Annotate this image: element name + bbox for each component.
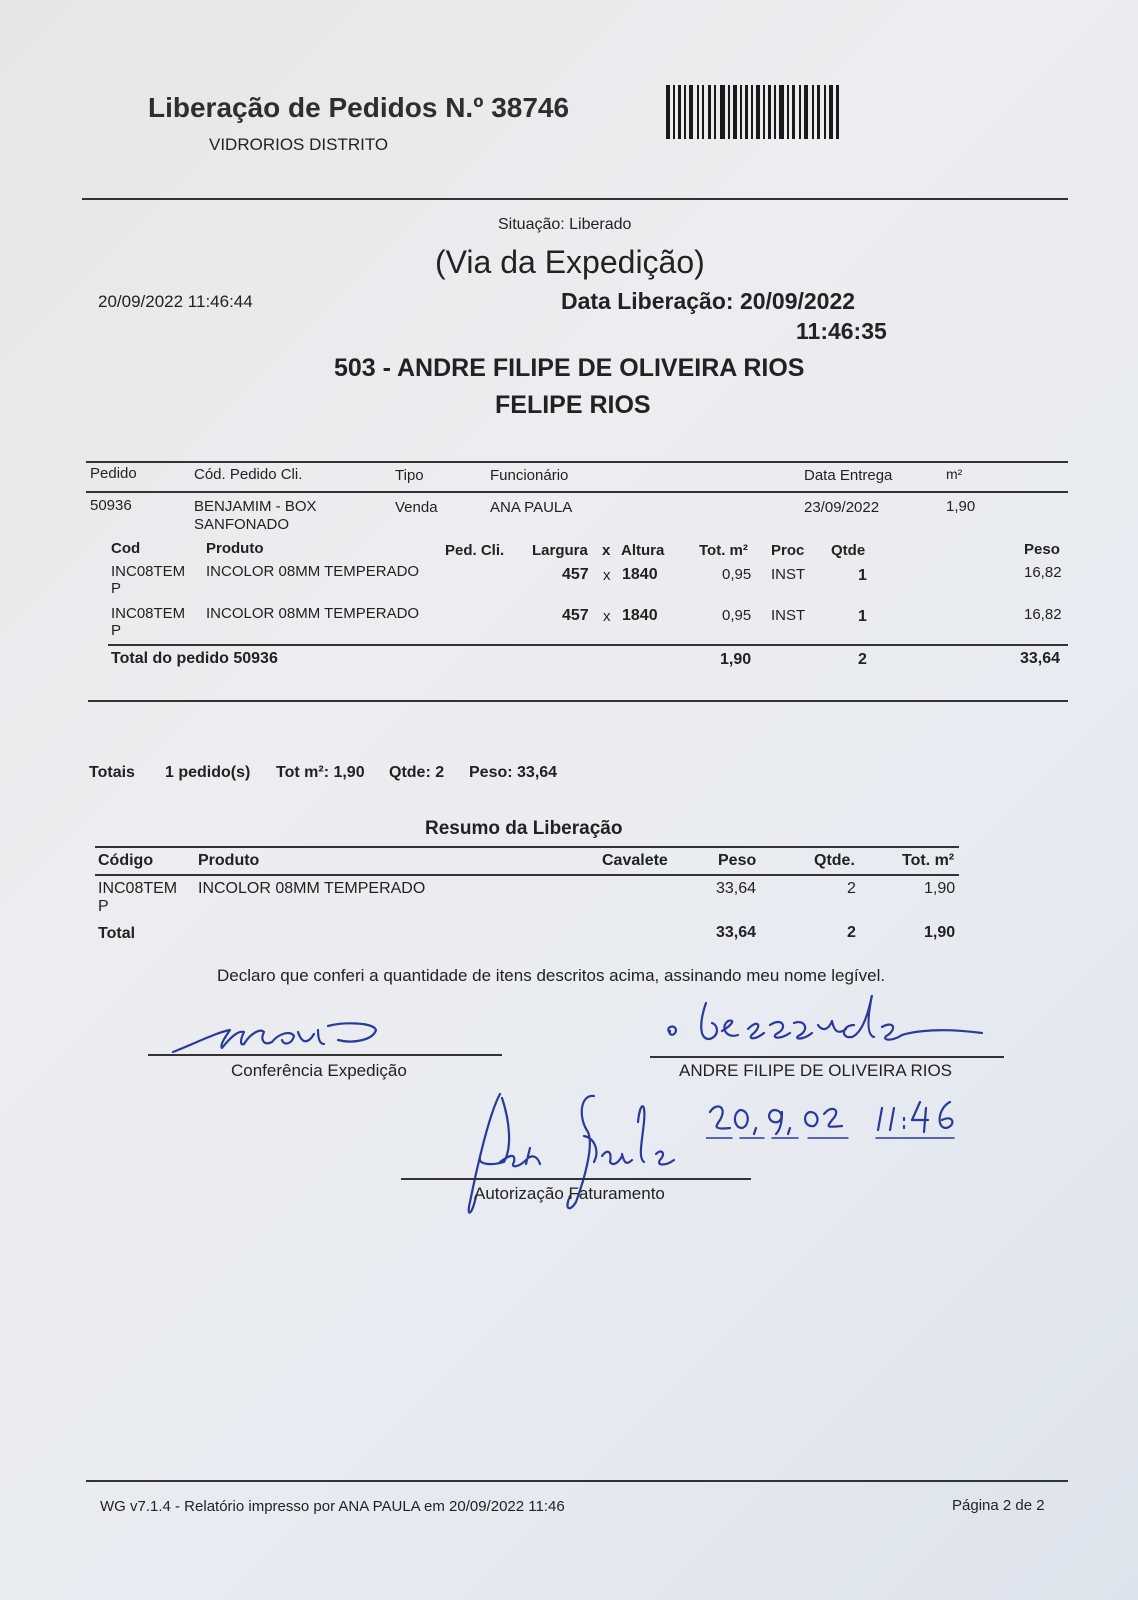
data-liberacao: Data Liberação: 20/09/2022 [561,288,856,314]
item-tot-m2: 0,95 [722,607,752,624]
item-header-largura: Largura [532,542,588,559]
totais-pedidos: 1 pedido(s) [165,764,251,781]
item-header-x: x [602,542,611,559]
resumo-header-cavalete: Cavalete [602,852,668,869]
handwritten-date [706,1098,976,1144]
item-cod-line2: P [111,622,122,639]
item-header-altura: Altura [621,542,665,559]
item-x: x [603,567,611,584]
item-qtde: 1 [858,567,867,584]
resumo-total-label: Total [98,925,136,942]
resumo-title: Resumo da Liberação [425,818,623,839]
signature-line-conferencia [148,1054,502,1056]
client-name: 503 - ANDRE FILIPE DE OLIVEIRA RIOS [334,354,805,382]
data-liberacao-time: 11:46:35 [796,318,887,344]
cod-cli-line2: SANFONADO [194,516,290,533]
resumo-header-produto: Produto [198,852,260,869]
item-x: x [603,608,611,625]
pedido-table-bottom-rule [88,700,1068,702]
document-title: Liberação de Pedidos N.º 38746 [148,92,570,123]
item-proc: INST [771,607,806,624]
label-autorizacao: Autorização Faturamento [474,1184,665,1203]
print-datetime: 20/09/2022 11:46:44 [98,292,253,311]
pedido-total-qtde: 2 [858,651,867,668]
item-header-produto: Produto [206,540,264,557]
tipo-value: Venda [395,499,438,516]
resumo-top-rule [95,846,959,848]
barcode-graphic [666,85,842,139]
resumo-total-qtde: 2 [847,924,856,941]
item-largura: 457 [562,566,589,583]
item-produto: INCOLOR 08MM TEMPERADO [206,605,420,622]
pedido-total-rule [108,644,1068,646]
resumo-header-rule [95,874,959,876]
item-altura: 1840 [622,607,658,624]
col-header-funcionario: Funcionário [490,467,569,484]
item-tot-m2: 0,95 [722,566,752,583]
item-header-qtde: Qtde [831,542,866,559]
item-cod-line1: INC08TEM [111,563,186,580]
data-entrega-value: 23/09/2022 [804,499,880,516]
col-header-pedido: Pedido [90,465,137,482]
pedido-header-rule [86,491,1068,493]
item-proc: INST [771,566,806,583]
resumo-header-tot-m2: Tot. m² [902,852,955,869]
totais-m2: Tot m²: 1,90 [276,764,365,781]
resumo-total-peso: 33,64 [716,924,757,941]
funcionario-value: ANA PAULA [490,499,573,516]
signature-cliente [662,995,1002,1060]
footer-page-number: Página 2 de 2 [952,1497,1045,1514]
item-qtde: 1 [858,608,867,625]
item-peso: 16,82 [1024,606,1062,623]
footer-printed-by: WG v7.1.4 - Relatório impresso por ANA PAULA em 20/09/2022 11:46 [100,1498,565,1515]
pedido-total-label: Total do pedido 50936 [111,650,278,667]
resumo-produto: INCOLOR 08MM TEMPERADO [198,880,426,897]
cod-cli-line1: BENJAMIM - BOX [194,498,317,515]
footer-rule [86,1480,1068,1482]
item-header-tot-m2: Tot. m² [699,542,748,559]
item-header-ped-cli: Ped. Cli. [445,542,505,559]
resumo-header-peso: Peso [718,852,757,869]
item-header-peso: Peso [1024,541,1060,558]
item-produto: INCOLOR 08MM TEMPERADO [206,563,420,580]
col-header-data-entrega: Data Entrega [804,467,893,484]
item-cod-line2: P [111,580,122,597]
situacao: Situação: Liberado [498,216,632,233]
col-header-m2: m² [946,466,963,482]
pedido-table-top-rule [86,461,1068,463]
resumo-qtde: 2 [847,880,856,897]
signature-line-autorizacao [401,1178,751,1180]
item-largura: 457 [562,607,589,624]
resumo-tot-m2: 1,90 [924,880,956,897]
resumo-peso: 33,64 [716,880,757,897]
col-header-cod-cli: Cód. Pedido Cli. [194,466,303,483]
header-divider [82,198,1068,200]
resumo-header-codigo: Código [98,852,154,869]
item-peso: 16,82 [1024,564,1062,581]
item-altura: 1840 [622,566,658,583]
label-conferencia: Conferência Expedição [231,1061,407,1080]
item-header-proc: Proc [771,542,805,559]
totais-peso: Peso: 33,64 [469,764,558,781]
pedido-total-peso: 33,64 [1020,650,1061,667]
company-name: VIDRORIOS DISTRITO [209,135,389,154]
totais-qtde: Qtde: 2 [389,764,445,781]
item-cod-line1: INC08TEM [111,605,186,622]
col-header-tipo: Tipo [395,467,424,484]
item-header-cod: Cod [111,540,141,557]
totais-label: Totais [89,764,135,781]
resumo-total-tot-m2: 1,90 [924,924,956,941]
signature-conferencia [168,1010,398,1060]
via-label: (Via da Expedição) [435,244,705,280]
label-cliente: ANDRE FILIPE DE OLIVEIRA RIOS [679,1061,953,1080]
signature-line-cliente [650,1056,1004,1058]
resumo-header-qtde: Qtde. [814,852,855,869]
m2-value: 1,90 [946,498,976,515]
client-nickname: FELIPE RIOS [495,391,651,419]
declaration-text: Declaro que conferi a quantidade de itens descritos acima, assinando meu nome legível. [217,966,886,985]
resumo-codigo-line2: P [98,898,109,915]
pedido-number: 50936 [90,497,132,514]
pedido-total-m2: 1,90 [720,651,752,668]
barcode [666,85,842,139]
resumo-codigo-line1: INC08TEM [98,880,178,897]
